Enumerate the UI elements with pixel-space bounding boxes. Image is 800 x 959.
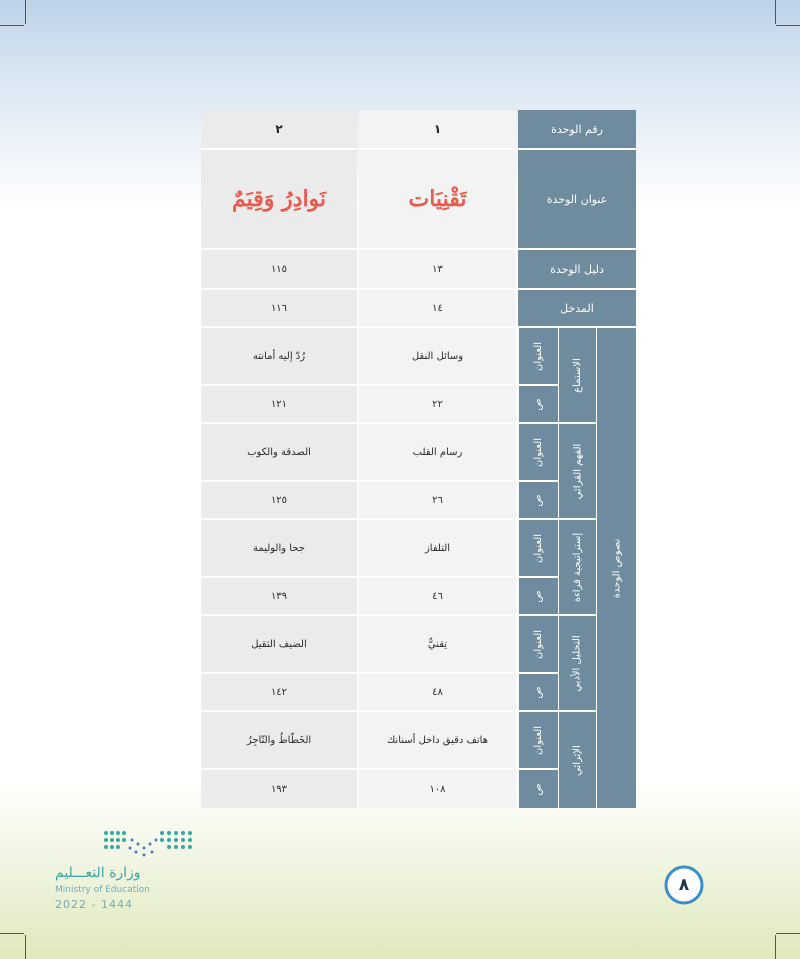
enrichment-unit-2-title: الخَطّاطُ والتّاجِرُ — [201, 712, 357, 770]
enrichment-skill-label: الإثرائي — [558, 712, 596, 808]
strategy-unit-2-title: جحا والوليمة — [201, 520, 357, 578]
unit-2-number: ٢ — [201, 110, 357, 150]
ministry-year: 2022 - 1444 — [55, 898, 133, 911]
page-number-badge — [663, 864, 705, 906]
comprehension-unit-2-page: ١٢٥ — [201, 482, 357, 520]
page-label: ص — [518, 482, 558, 520]
comprehension-unit-2-title: الصدقة والكوب — [201, 424, 357, 482]
logo-dots-icon — [100, 827, 195, 859]
analysis-unit-1-page: ٤٨ — [359, 674, 516, 712]
ministry-name-arabic: وزارة التعـــليم — [55, 865, 141, 881]
analysis-unit-1-title: تِقنيٌّ — [359, 616, 516, 674]
unit-2-guide-page: ١١٥ — [201, 250, 357, 290]
intro-header: المدخل — [518, 290, 636, 328]
listening-unit-1-page: ٢٢ — [359, 386, 516, 424]
unit-number-header: رقم الوحدة — [518, 110, 636, 150]
crop-mark — [776, 25, 800, 26]
unit-1-intro-page: ١٤ — [359, 290, 516, 328]
strategy-skill-label: إستراتيجية قراءة — [558, 520, 596, 616]
unit-2-intro-page: ١١٦ — [201, 290, 357, 328]
page-label: ص — [518, 578, 558, 616]
page-label: ص — [518, 674, 558, 712]
crop-mark — [0, 25, 24, 26]
crop-mark — [775, 935, 776, 959]
enrichment-unit-1-page: ١٠٨ — [359, 770, 516, 808]
crop-mark — [775, 0, 776, 24]
crop-mark — [25, 935, 26, 959]
ministry-logo — [55, 825, 205, 915]
title-label: العنوان — [518, 616, 558, 674]
page-number: ٨ — [678, 875, 690, 895]
strategy-unit-1-title: التلفاز — [359, 520, 516, 578]
title-label: العنوان — [518, 712, 558, 770]
analysis-skill-label: التحليل الأدبي — [558, 616, 596, 712]
unit-1-guide-page: ١٣ — [359, 250, 516, 290]
unit-texts-header: نصوص الوحدة — [596, 328, 636, 808]
listening-unit-2-page: ١٢١ — [201, 386, 357, 424]
unit-1-number: ١ — [359, 110, 516, 150]
listening-unit-1-title: وسائل النقل — [359, 328, 516, 386]
title-label: العنوان — [518, 520, 558, 578]
title-label: العنوان — [518, 328, 558, 386]
listening-unit-2-title: رُدّ إليه أمانته — [201, 328, 357, 386]
page-label: ص — [518, 386, 558, 424]
analysis-unit-2-page: ١٤٢ — [201, 674, 357, 712]
units-table — [201, 110, 636, 808]
page-label: ص — [518, 770, 558, 808]
crop-mark — [776, 933, 800, 934]
unit-title-header: عنوان الوحدة — [518, 150, 636, 250]
analysis-unit-2-title: الضيف الثقيل — [201, 616, 357, 674]
ministry-name-english: Ministry of Education — [55, 885, 150, 895]
title-label: العنوان — [518, 424, 558, 482]
comprehension-skill-label: الفهم القرائي — [558, 424, 596, 520]
comprehension-unit-1-title: رسام القلب — [359, 424, 516, 482]
enrichment-unit-1-title: هاتف دقيق داخل أسنانك — [359, 712, 516, 770]
comprehension-unit-1-page: ٢٦ — [359, 482, 516, 520]
unit-2-title: نَوادِرُ وَقِيَمٌ — [201, 150, 357, 250]
strategy-unit-2-page: ١٣٩ — [201, 578, 357, 616]
listening-skill-label: الاستماع — [558, 328, 596, 424]
crop-mark — [0, 933, 24, 934]
enrichment-unit-2-page: ١٩٣ — [201, 770, 357, 808]
strategy-unit-1-page: ٤٦ — [359, 578, 516, 616]
crop-mark — [25, 0, 26, 24]
unit-guide-header: دليل الوحدة — [518, 250, 636, 290]
unit-1-title: تَقْنِيَات — [359, 150, 516, 250]
